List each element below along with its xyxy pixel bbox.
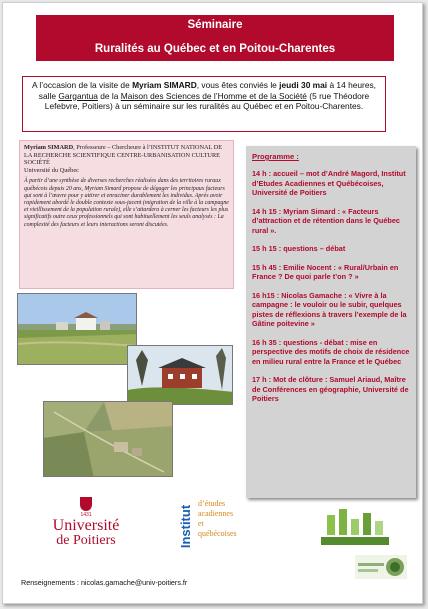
title-banner bbox=[36, 15, 394, 61]
programme-item: 14 h : accueil – mot d’André Magord, Institut d’Etudes Acadiennes et Québécoises, Université de Poitiers bbox=[252, 169, 406, 197]
bio-summary: À partir d’une synthèse de diverses recherches réalisées dans des territoires ruraux québécois depuis 20 ans, Myriam Simard propose de dégager les principaux facteurs qui sont à l’œuvre pour y attirer et enraciner durablement les individus. Après avoir rapidement abordé le double contexte sous-jacent (migration de la ville à la campagne et vieillissement de la population rurale), elle s’attardera à cerner les facteurs les plus significatifs outre ceux professionnels qui sont habituellement les seuls analysés : La complexité des facteurs et leurs interactions seront discutées. bbox=[24, 178, 229, 228]
contact-email-link[interactable]: nicolas.gamache@univ-poitiers.fr bbox=[80, 578, 188, 587]
university-name-1: Université bbox=[52, 517, 120, 534]
house-photo bbox=[127, 345, 233, 405]
programme-item: 14 h 15 : Myriam Simard : « Facteurs d’attraction et de rétention dans le Québec rural ». bbox=[252, 206, 400, 235]
institut-word: Institut bbox=[178, 504, 194, 549]
intro-date: jeudi 30 mai bbox=[279, 80, 328, 90]
intro-venue: Maison des Sciences de l’Homme et de la Société bbox=[120, 90, 307, 101]
universite-poitiers-logo bbox=[45, 497, 127, 557]
institut-logo bbox=[178, 493, 258, 559]
bio-name: Myriam SIMARD bbox=[24, 144, 74, 151]
flyer-page bbox=[2, 2, 423, 604]
speaker-bio-box bbox=[19, 140, 234, 289]
intro-room: Gargantua bbox=[58, 90, 98, 101]
contact-label: Renseignements : bbox=[21, 578, 81, 587]
programme-item: 16 h15 : Nicolas Gamache : « Vivre à la campagne : le vouloir ou le subir, quelques pistes de réflexions à travers l’exemple de la Gâtine poitevine » bbox=[252, 290, 407, 328]
university-year: 1431 bbox=[80, 512, 92, 518]
logo-strip bbox=[3, 493, 424, 573]
regional-partner-logo bbox=[355, 555, 407, 579]
banner-title: Séminaire bbox=[187, 19, 243, 31]
crest-icon bbox=[80, 497, 92, 511]
programme-item: 15 h 15 : questions – débat bbox=[252, 244, 346, 253]
contact-line bbox=[21, 578, 187, 587]
intro-text-4: de la bbox=[97, 90, 121, 101]
intro-box bbox=[22, 76, 386, 132]
intro-text-3: à 14 heures, salle bbox=[38, 80, 377, 101]
photo-collage bbox=[17, 293, 237, 481]
university-name-2: de Poitiers bbox=[56, 533, 116, 548]
intro-text-1: A l’occasion de la visite de bbox=[31, 80, 133, 90]
bio-role: , Professeure – Chercheure à l’INSTITUT NATIONAL DE LA RECHERCHE SCIENTIFIQUE CENTRE-URBANISATION CULTURE SOCIÉTÉ bbox=[24, 144, 223, 167]
institut-line-3: et bbox=[198, 519, 204, 528]
programme-item: 15 h 45 : Emilie Nocent : « Rural/Urbain en France ? De quoi parle t’on ? » bbox=[252, 262, 399, 281]
institut-line-2: acadiennes bbox=[198, 509, 234, 518]
farm-landscape-photo bbox=[17, 293, 137, 365]
bio-header bbox=[24, 144, 229, 174]
intro-text-2: , vous êtes conviés le bbox=[196, 80, 280, 90]
bio-affiliation: Université du Québec bbox=[24, 166, 79, 174]
intro-text-5: (5 rue Théodore Lefebvre, Poitiers) à un séminaire sur les ruralités au Québec et en Poitou-Charentes. bbox=[44, 90, 370, 112]
intro-name: Myriam SIMARD bbox=[132, 80, 197, 90]
programme-box bbox=[246, 146, 416, 498]
banner-subtitle: Ruralités au Québec et en Poitou-Charentes bbox=[94, 43, 336, 55]
aerial-photo bbox=[43, 401, 173, 477]
institut-line-4: québécoises bbox=[198, 529, 237, 538]
programme-title: Programme : bbox=[252, 152, 299, 161]
programme-item: 17 h : Mot de clôture : Samuel Ariaud, Maître de Conférences en géographie, Université de Poitiers bbox=[252, 375, 409, 403]
institut-line-1: d’études bbox=[198, 499, 226, 508]
programme-item: 16 h 35 : questions - débat : mise en perspective des motifs de choix de résidence en milieu rural entre la France et le Québec bbox=[252, 337, 410, 366]
green-partner-logo bbox=[321, 505, 389, 549]
